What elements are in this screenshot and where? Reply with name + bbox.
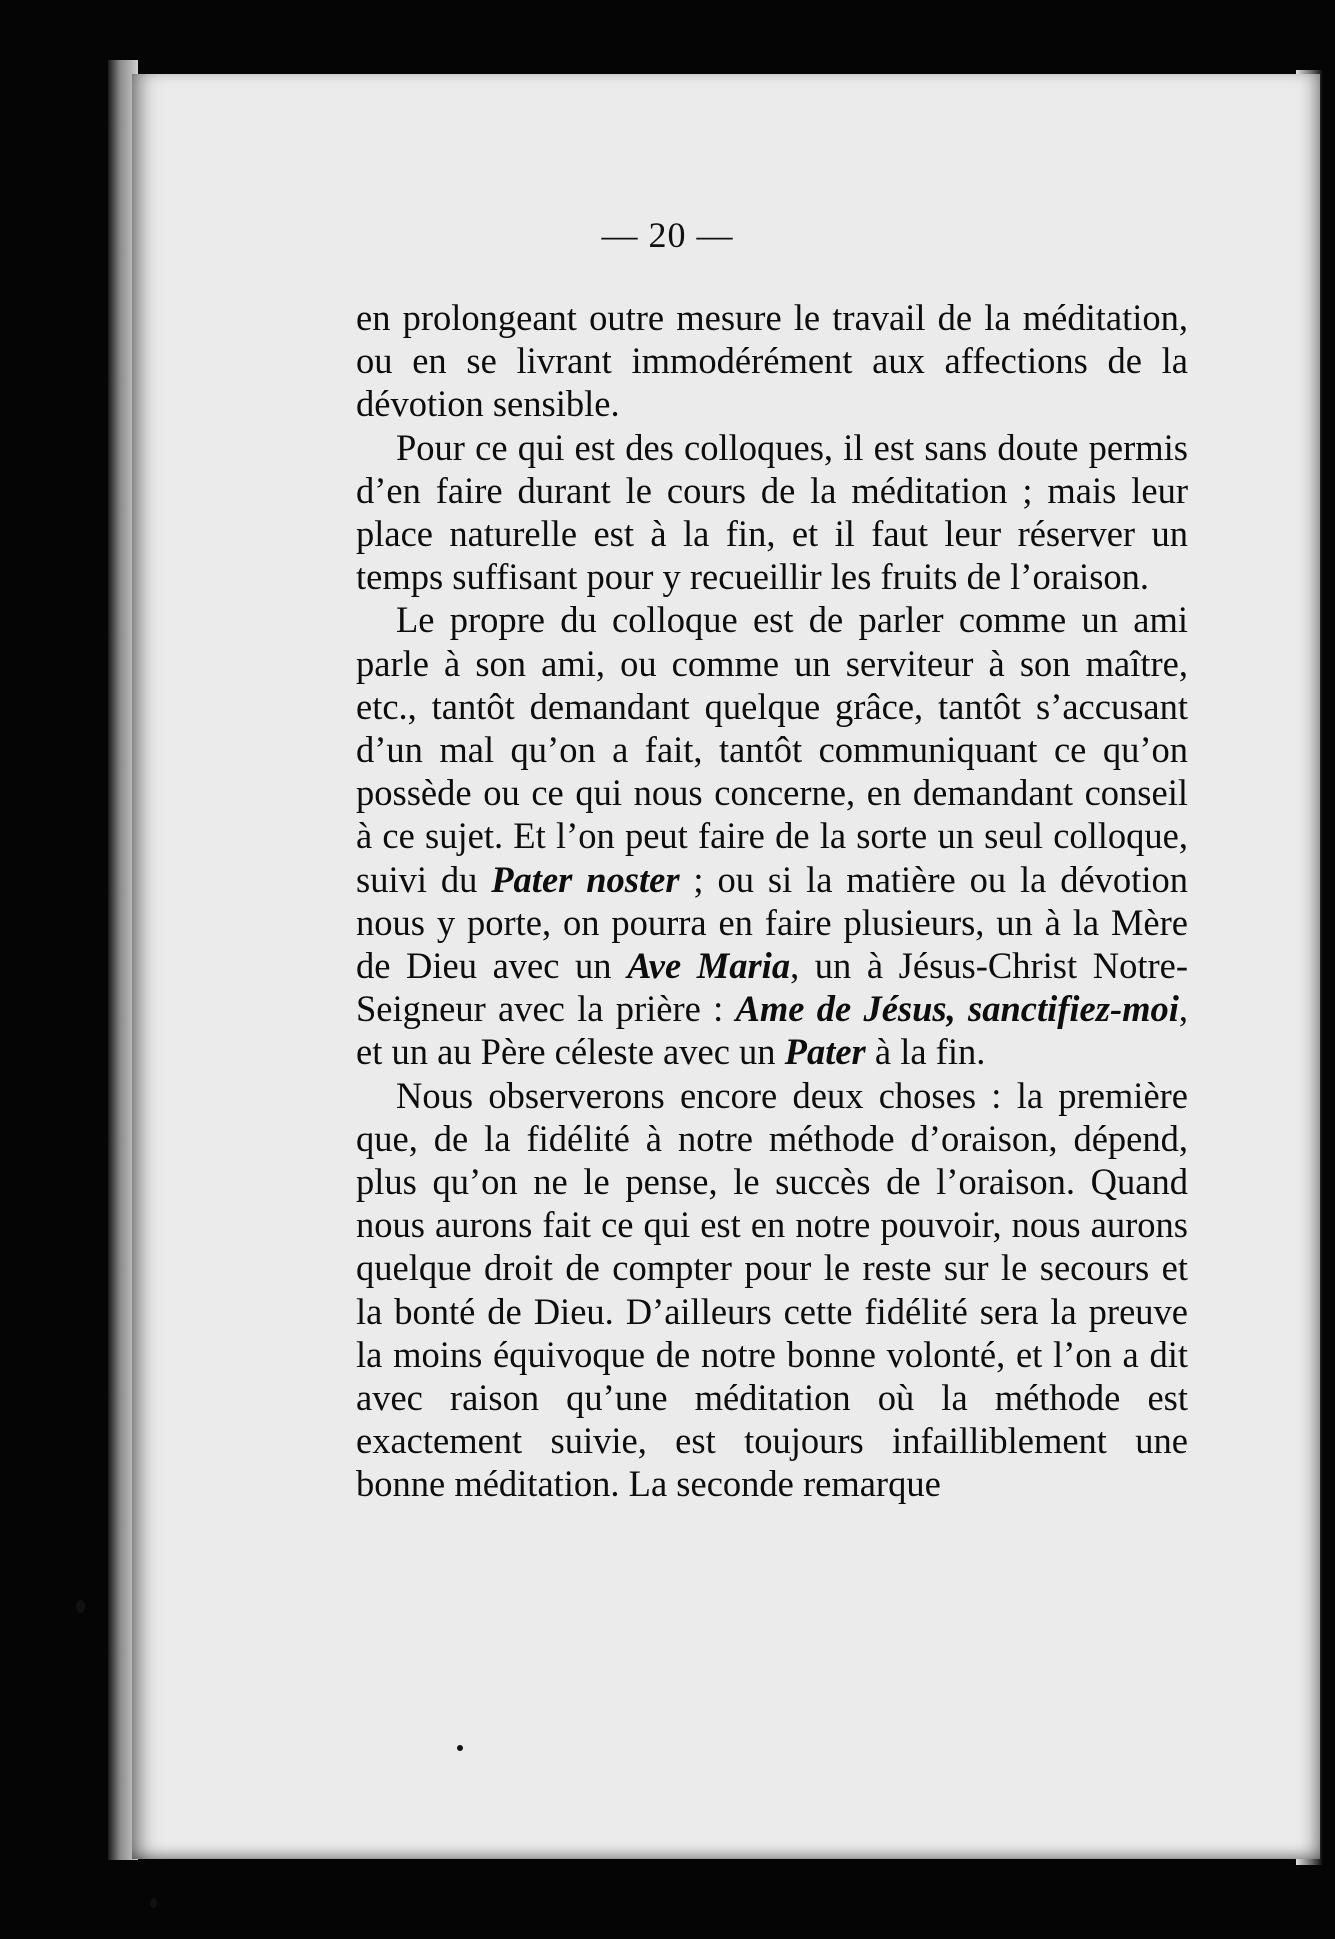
text-run: Pour ce qui est des colloques, il est sans doute permis d’en faire durant le cours de la méditation ; mais leur place naturelle est à la fin, et il faut leur réserver un temps suffisant pour y recueillir les fruits de l’oraison.	[356, 426, 1188, 598]
text-run: Le propre du colloque est de parler comme un ami parle à son ami, ou comme un serviteur à son maître, etc., tantôt demandant quelque grâce, tantôt s’accusant d’un mal qu’on a fait, tantôt communiquant ce qu’on possède ou ce qui nous concerne, en demandant conseil à ce sujet. Et l’on peut faire de la sorte un seul colloque, suivi du	[356, 599, 1188, 900]
dust-speck	[150, 1898, 157, 1908]
page-number: — 20 —	[601, 215, 734, 255]
dust-speck	[76, 1600, 85, 1613]
text-run: , et un au Père céleste avec un	[356, 988, 1189, 1073]
paragraph	[356, 598, 1188, 1073]
paragraph	[356, 426, 1188, 599]
italic-run: Ame de Jésus, sanctifiez-moi	[735, 988, 1179, 1030]
text-run: en prolongeant outre mesure le travail de la méditation, ou en se livrant immodérément aux affections de la dévotion sensible.	[356, 297, 1188, 425]
text-run: à la fin.	[865, 1031, 986, 1073]
body-text	[356, 296, 1188, 1506]
italic-run: Pater	[784, 1031, 866, 1073]
text-run: , un à Jésus-Christ Notre-Seigneur avec la prière :	[356, 945, 1188, 1030]
italic-run: Ave Maria	[627, 945, 791, 987]
paragraph	[356, 1074, 1188, 1506]
text-run: Nous observerons encore deux choses : la première que, de la fidélité à notre méthode d’oraison, dépend, plus qu’on ne le pense, le succès de l’oraison. Quand nous aurons fait ce qui est en notre pouvoir, nous aurons quelque droit de compter pour le reste sur le secours et la bonté de Dieu. D’ailleurs cette fidélité sera la preuve la moins équivoque de notre bonne volonté, et l’on a dit avec raison qu’une méditation où la méthode est exactement suivie, est toujours infailliblement une bonne méditation. La seconde remarque	[356, 1074, 1188, 1505]
text-run: ; ou si la matière ou la dévotion nous y porte, on pourra en faire plusieurs, un à la Mère de Dieu avec un	[356, 858, 1188, 987]
paragraph	[356, 296, 1188, 426]
dust-speck	[457, 1745, 463, 1751]
italic-run: Pater noster	[491, 858, 680, 900]
